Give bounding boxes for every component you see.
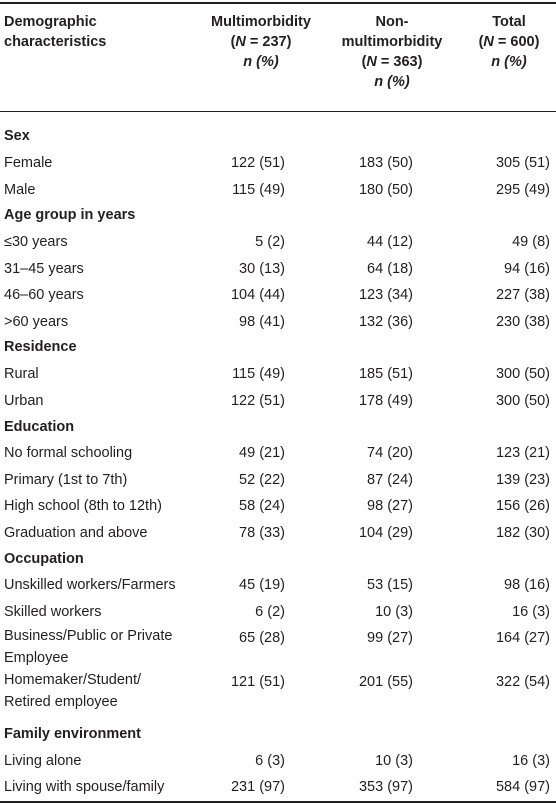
non-multimorbidity-cell: 180 (50): [358, 182, 413, 198]
header-non-multimorbidity: [338, 12, 446, 92]
header-line: Total: [492, 14, 526, 30]
total-cell: 230 (38): [495, 314, 550, 330]
non-multimorbidity-cell: 10 (3): [375, 753, 413, 769]
header-line: characteristics: [4, 34, 107, 50]
row-label: Female: [4, 155, 53, 171]
multimorbidity-cell: 5 (2): [255, 234, 285, 250]
row-label: Urban: [4, 393, 44, 409]
header-line: n (%): [491, 54, 527, 70]
row-label: No formal schooling: [4, 445, 133, 461]
bottom-rule: [0, 801, 556, 803]
total-cell: 300 (50): [495, 393, 550, 409]
non-multimorbidity-cell: 87 (24): [367, 472, 413, 488]
non-multimorbidity-cell: 44 (12): [367, 234, 413, 250]
total-cell: 164 (27): [495, 630, 550, 646]
multimorbidity-cell: 45 (19): [239, 577, 285, 593]
total-cell: 49 (8): [512, 234, 550, 250]
non-multimorbidity-cell: 123 (34): [358, 287, 413, 303]
top-rule: [0, 2, 556, 4]
header-demographic-characteristics: [4, 12, 106, 52]
row-label-line: Business/Public or Private: [4, 628, 173, 644]
header-line: n (%): [374, 74, 410, 90]
multimorbidity-cell: 98 (41): [239, 314, 285, 330]
multimorbidity-cell: 104 (44): [230, 287, 285, 303]
row-label: Skilled workers: [4, 604, 102, 620]
total-cell: 300 (50): [495, 366, 550, 382]
multimorbidity-cell: 231 (97): [230, 779, 285, 795]
row-label: Unskilled workers/Farmers: [4, 577, 176, 593]
header-line: n (%): [243, 54, 279, 70]
non-multimorbidity-cell: 53 (15): [367, 577, 413, 593]
total-cell: 139 (23): [495, 472, 550, 488]
section-title: Residence: [4, 339, 77, 355]
non-multimorbidity-cell: 178 (49): [358, 393, 413, 409]
section-title: Age group in years: [4, 207, 136, 223]
header-line: multimorbidity: [341, 34, 443, 50]
row-label: >60 years: [4, 314, 69, 330]
section-title: Education: [4, 419, 75, 435]
non-multimorbidity-cell: 132 (36): [358, 314, 413, 330]
header-multimorbidity: [205, 12, 317, 72]
non-multimorbidity-cell: 64 (18): [367, 261, 413, 277]
total-cell: 16 (3): [512, 604, 550, 620]
multimorbidity-cell: 58 (24): [239, 498, 285, 514]
multimorbidity-cell: 115 (49): [232, 366, 285, 382]
header-line: Non-: [375, 14, 409, 30]
row-label-line: Retired employee: [4, 694, 118, 710]
header-line: (N = 600): [478, 34, 540, 50]
total-cell: 322 (54): [495, 674, 550, 690]
non-multimorbidity-cell: 353 (97): [358, 779, 413, 795]
multimorbidity-cell: 78 (33): [239, 525, 285, 541]
multimorbidity-cell: 30 (13): [239, 261, 285, 277]
multimorbidity-cell: 6 (3): [255, 753, 285, 769]
row-label: Living with spouse/family: [4, 779, 165, 795]
total-cell: 227 (38): [495, 287, 550, 303]
total-cell: 94 (16): [504, 261, 550, 277]
non-multimorbidity-cell: 185 (51): [358, 366, 413, 382]
row-label-line: Employee: [4, 650, 69, 666]
header-line: (N = 237): [230, 34, 292, 50]
non-multimorbidity-cell: 201 (55): [358, 674, 413, 690]
multimorbidity-cell: 65 (28): [239, 630, 285, 646]
row-label: [4, 669, 141, 713]
row-label: 46–60 years: [4, 287, 84, 303]
total-cell: 584 (97): [495, 779, 550, 795]
section-title: Occupation: [4, 551, 84, 567]
multimorbidity-cell: 122 (51): [230, 155, 285, 171]
row-label-line: Homemaker/Student/: [4, 672, 142, 688]
non-multimorbidity-cell: 74 (20): [367, 445, 413, 461]
non-multimorbidity-cell: 183 (50): [358, 155, 413, 171]
total-cell: 156 (26): [495, 498, 550, 514]
header-line: (N = 363): [361, 54, 423, 70]
multimorbidity-cell: 49 (21): [239, 445, 285, 461]
non-multimorbidity-cell: 98 (27): [367, 498, 413, 514]
row-label: Graduation and above: [4, 525, 148, 541]
row-label: 31–45 years: [4, 261, 84, 277]
row-label: ≤30 years: [4, 234, 68, 250]
row-label: High school (8th to 12th): [4, 498, 162, 514]
header-rule: [0, 111, 556, 112]
total-cell: 123 (21): [495, 445, 550, 461]
row-label: Male: [4, 182, 36, 198]
multimorbidity-cell: 115 (49): [232, 182, 285, 198]
total-cell: 295 (49): [495, 182, 550, 198]
row-label: Living alone: [4, 753, 82, 769]
total-cell: 16 (3): [512, 753, 550, 769]
section-title: Family environment: [4, 726, 141, 742]
non-multimorbidity-cell: 10 (3): [375, 604, 413, 620]
multimorbidity-cell: 52 (22): [239, 472, 285, 488]
header-line: Multimorbidity: [211, 14, 311, 30]
section-title: Sex: [4, 128, 30, 144]
total-cell: 182 (30): [495, 525, 550, 541]
non-multimorbidity-cell: 104 (29): [358, 525, 413, 541]
row-label: Rural: [4, 366, 39, 382]
multimorbidity-cell: 6 (2): [255, 604, 285, 620]
non-multimorbidity-cell: 99 (27): [367, 630, 413, 646]
row-label: Primary (1st to 7th): [4, 472, 128, 488]
header-line: Demographic: [4, 14, 97, 30]
row-label: [4, 625, 172, 669]
total-cell: 98 (16): [504, 577, 550, 593]
header-total: [466, 12, 552, 72]
multimorbidity-cell: 121 (51): [230, 674, 285, 690]
total-cell: 305 (51): [495, 155, 550, 171]
multimorbidity-cell: 122 (51): [230, 393, 285, 409]
